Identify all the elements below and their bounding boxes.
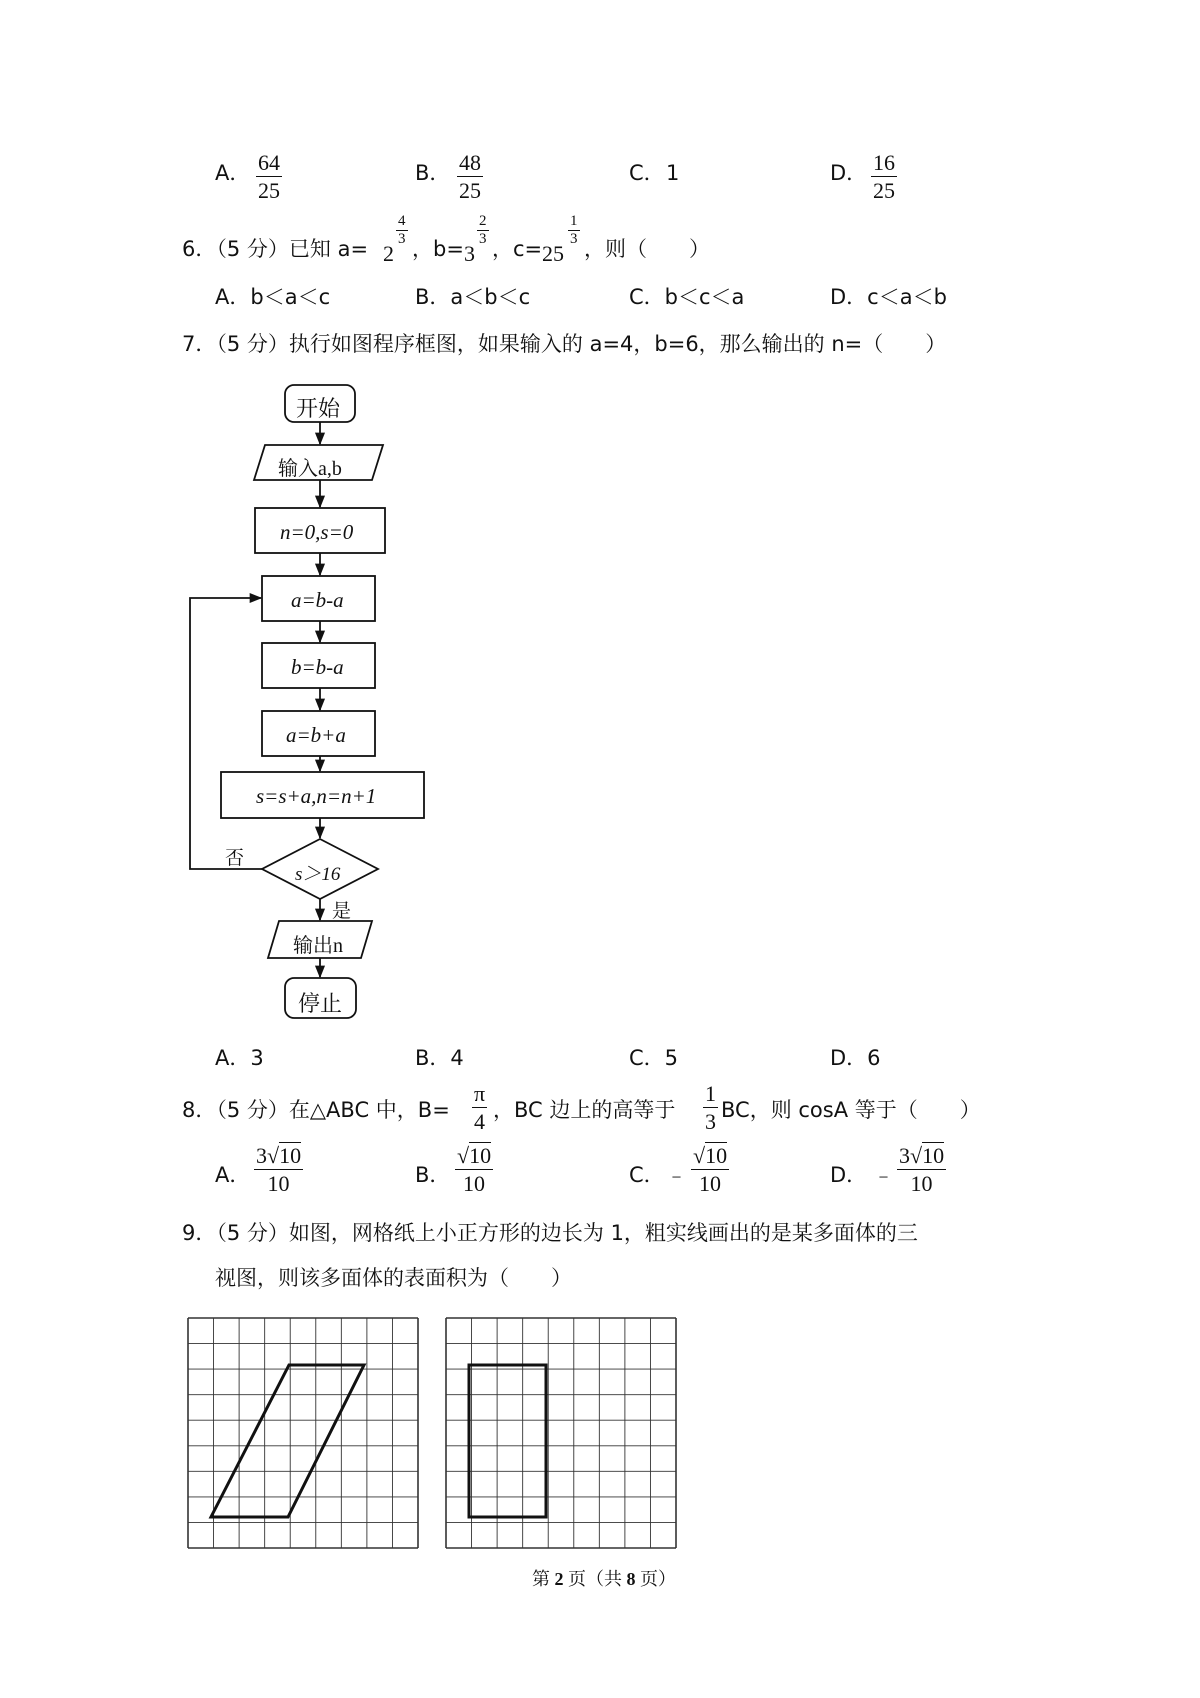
q6-option-a: A．b＜a＜c [215, 285, 331, 309]
q8-option-c-letter: C． [629, 1163, 665, 1187]
side-view-grid [446, 1318, 676, 1548]
q6-a-base: 2 [383, 241, 394, 266]
q8-option-d-radicand: 10 [922, 1143, 945, 1168]
side-view-rectangle [469, 1365, 546, 1517]
q8-height-numerator: 1 [705, 1081, 716, 1106]
q8-angle-denominator: 4 [474, 1109, 486, 1134]
q6-suffix: ，则（ ） [584, 237, 710, 261]
q8-suffix: BC，则 cosA 等于（ ） [721, 1098, 981, 1122]
q6-sep-c: ，c= [492, 237, 543, 261]
q5-option-d-denominator: 25 [873, 178, 895, 203]
q5-option-a-denominator: 25 [258, 178, 280, 203]
q6-sep-b: ，b= [412, 237, 464, 261]
q9-stem-line2: 视图，则该多面体的表面积为（ ） [215, 1266, 572, 1290]
q5-option-c-value: 1 [666, 161, 680, 185]
q6-option-d: D．c＜a＜b [830, 285, 947, 309]
q6-c-exp-den: 3 [570, 231, 578, 247]
footer-mid: 页（共 [563, 1569, 627, 1589]
flow-output-label: 输出n [293, 935, 343, 957]
q8-option-b-letter: B． [415, 1163, 451, 1187]
flow-yes-label: 是 [332, 900, 352, 922]
flow-stop-label: 停止 [298, 992, 343, 1017]
sqrt-icon: √ [457, 1143, 470, 1168]
q8-option-d-letter: D． [830, 1163, 868, 1187]
q8-option-a-coef: 3 [256, 1143, 267, 1168]
q6-c-exp-num: 1 [570, 213, 578, 229]
footer-pre: 第 [532, 1569, 555, 1589]
q7-option-c: C．5 [629, 1046, 679, 1070]
q5-option-b-denominator: 25 [459, 178, 481, 203]
q6-prefix: 6．（5 分）已知 a= [182, 237, 369, 261]
q8-middle: ，BC 边上的高等于 [493, 1098, 676, 1122]
q7-stem: 7．（5 分）执行如图程序框图，如果输入的 a=4，b=6，那么输出的 n=（ ） [182, 332, 947, 356]
q5-option-b-numerator: 48 [459, 150, 481, 175]
q6-b-exp-num: 2 [479, 213, 487, 229]
q8-option-a-letter: A． [215, 1163, 251, 1187]
q6-a-exp-num: 4 [398, 213, 406, 229]
q8-option-c-denominator: 10 [699, 1171, 722, 1196]
sqrt-icon: √ [267, 1143, 280, 1168]
flow-decision-label: s＞16 [295, 864, 341, 885]
q5-option-d-numerator: 16 [873, 150, 895, 175]
q5-option-c-letter: C． [629, 161, 665, 185]
q8-option-d-coef: 3 [899, 1143, 910, 1168]
flow-init-label: n=0,s=0 [280, 520, 354, 544]
q6-option-b: B．a＜b＜c [415, 285, 531, 309]
q8-height-denominator: 3 [705, 1109, 716, 1134]
q8-option-d-denominator: 10 [910, 1171, 933, 1196]
flow-start-label: 开始 [296, 397, 341, 422]
q8-prefix: 8．（5 分）在△ABC 中，B= [182, 1098, 450, 1122]
footer-page-number: 2 [554, 1569, 564, 1589]
q8-angle-numerator: π [474, 1081, 486, 1106]
q8-option-a-denominator: 10 [267, 1171, 290, 1196]
page-footer [532, 1565, 676, 1591]
q6-b-exp-den: 3 [479, 231, 487, 247]
q7-option-a: A．3 [215, 1046, 264, 1070]
footer-total-pages: 8 [626, 1569, 636, 1589]
front-view-grid [188, 1318, 418, 1548]
flow-no-label: 否 [225, 847, 245, 869]
footer-post: 页） [635, 1569, 676, 1589]
flow-step2-label: b=b-a [291, 655, 344, 679]
q5-option-b-letter: B． [415, 161, 451, 185]
q8-option-d-sign: ﹣ [873, 1163, 894, 1187]
q8-option-b-radicand: 10 [469, 1143, 492, 1168]
q6-a-exp-den: 3 [398, 231, 406, 247]
q8-option-c-radicand: 10 [705, 1143, 728, 1168]
sqrt-icon: √ [693, 1143, 706, 1168]
q6-b-base: 3 [464, 241, 475, 266]
sqrt-icon: √ [910, 1143, 923, 1168]
q8-option-b-denominator: 10 [463, 1171, 486, 1196]
q6-c-base: 25 [542, 241, 564, 266]
q7-option-b: B．4 [415, 1046, 464, 1070]
q6-option-c: C．b＜c＜a [629, 285, 745, 309]
q8-option-c-sign: ﹣ [666, 1163, 687, 1187]
q8-option-a-radicand: 10 [279, 1143, 302, 1168]
q5-option-a-numerator: 64 [258, 150, 280, 175]
q5-option-d-letter: D． [830, 161, 868, 185]
flow-step4-label: s=s+a,n=n+1 [256, 784, 377, 808]
flow-step1-label: a=b-a [291, 588, 344, 612]
q7-option-d: D．6 [830, 1046, 881, 1070]
q9-stem-line1: 9．（5 分）如图，网格纸上小正方形的边长为 1，粗实线画出的是某多面体的三 [182, 1221, 918, 1245]
flow-input-label: 输入a,b [278, 458, 342, 480]
flow-step3-label: a=b+a [286, 723, 346, 747]
q5-option-a-letter: A． [215, 161, 251, 185]
